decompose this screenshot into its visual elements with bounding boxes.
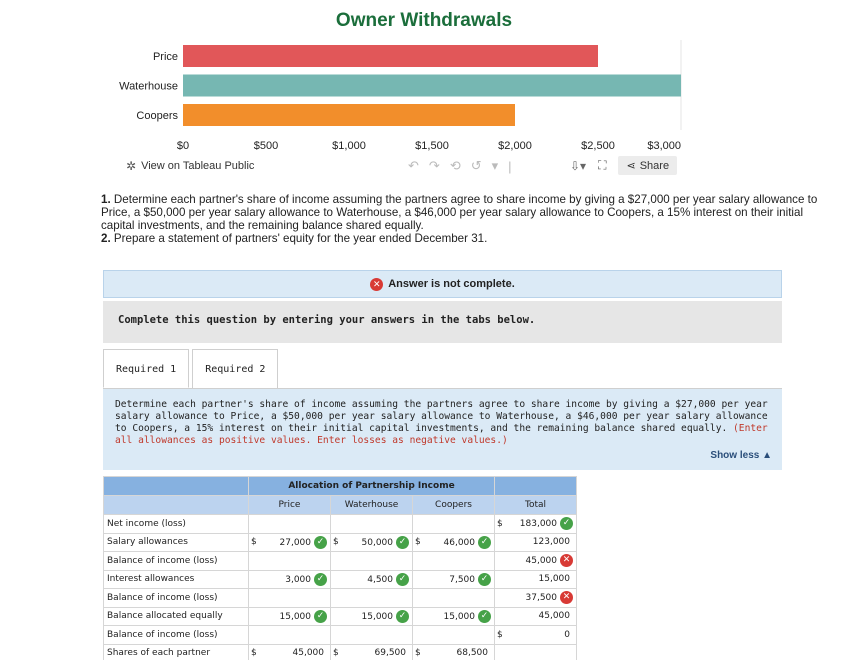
currency-symbol: [331, 626, 343, 645]
x-tick-label: $3,000: [647, 140, 681, 152]
table-header-blank: [104, 477, 249, 496]
allocation-table: [103, 476, 577, 660]
category-label: Price: [152, 51, 178, 63]
column-header-price: Price: [249, 496, 331, 515]
cell-price[interactable]: [261, 607, 331, 626]
cell-price[interactable]: [261, 589, 331, 608]
cell-coopers[interactable]: [425, 626, 495, 645]
tableau-logo-icon: ✲: [126, 159, 137, 173]
correct-check-icon: ✓: [314, 573, 327, 586]
x-tick-label: $2,500: [581, 140, 615, 152]
view-on-tableau-label: View on Tableau Public: [141, 160, 255, 172]
cell-price[interactable]: [261, 533, 331, 552]
bar-coopers[interactable]: [183, 104, 515, 126]
cell-coopers[interactable]: [425, 515, 495, 534]
cell-waterhouse[interactable]: [343, 570, 413, 589]
question-part2-number: 2.: [101, 232, 111, 245]
table-row: [104, 533, 577, 552]
tab-required-2[interactable]: Required 2: [192, 349, 278, 388]
currency-symbol: [331, 607, 343, 626]
currency-symbol: [495, 533, 507, 552]
bar-price[interactable]: [183, 45, 598, 67]
cell-value: 46,000: [443, 537, 475, 548]
cell-value: 0: [564, 629, 570, 640]
share-button[interactable]: [618, 156, 677, 175]
row-label: Balance allocated equally: [104, 607, 249, 626]
cell-value: 4,500: [367, 574, 393, 585]
table-header-blank: [104, 496, 249, 515]
currency-symbol: [331, 570, 343, 589]
currency-symbol: [413, 515, 425, 534]
correct-check-icon: ✓: [314, 610, 327, 623]
cell-total[interactable]: [507, 515, 577, 534]
share-label: Share: [639, 159, 670, 172]
cell-value: 37,500: [525, 593, 557, 604]
incorrect-x-icon: ✕: [560, 591, 573, 604]
table-title-row: [104, 477, 577, 496]
x-tick-label: $500: [253, 140, 279, 152]
cell-waterhouse[interactable]: [343, 533, 413, 552]
currency-symbol: [413, 570, 425, 589]
currency-symbol: [331, 589, 343, 608]
correct-check-icon: ✓: [396, 610, 409, 623]
correct-check-icon: ✓: [396, 573, 409, 586]
x-tick-label: $1,500: [415, 140, 449, 152]
redo-icon[interactable]: ↷: [428, 158, 440, 173]
cell-price[interactable]: [261, 644, 331, 660]
cell-coopers[interactable]: [425, 533, 495, 552]
cell-coopers[interactable]: [425, 589, 495, 608]
cell-value: 7,500: [449, 574, 475, 585]
currency-symbol: $: [249, 644, 261, 660]
currency-symbol: [249, 552, 261, 571]
row-label: Shares of each partner: [104, 644, 249, 660]
cell-value: 68,500: [456, 648, 488, 659]
cell-price[interactable]: [261, 626, 331, 645]
cell-total[interactable]: [507, 607, 577, 626]
bar-waterhouse[interactable]: [183, 75, 681, 97]
currency-symbol: [249, 515, 261, 534]
pause-icon[interactable]: ▾: [491, 158, 499, 173]
table-row: [104, 570, 577, 589]
currency-symbol: $: [413, 644, 425, 660]
cell-waterhouse[interactable]: [343, 644, 413, 660]
currency-symbol: [495, 589, 507, 608]
currency-symbol: [495, 570, 507, 589]
question-part2-text: Prepare a statement of partners' equity for the year ended December 31.: [113, 232, 488, 245]
caret-up-icon: ▲: [762, 450, 772, 461]
currency-symbol: $: [495, 515, 507, 534]
currency-symbol: [331, 515, 343, 534]
currency-symbol: [413, 607, 425, 626]
cell-waterhouse[interactable]: [343, 626, 413, 645]
correct-check-icon: ✓: [478, 573, 491, 586]
x-tick-label: $1,000: [332, 140, 366, 152]
cell-price[interactable]: [261, 570, 331, 589]
cell-waterhouse[interactable]: [343, 515, 413, 534]
cell-total[interactable]: [507, 570, 577, 589]
column-header-coopers: Coopers: [413, 496, 495, 515]
cell-price[interactable]: [261, 515, 331, 534]
table-row: [104, 515, 577, 534]
table-header-blank: [495, 477, 577, 496]
revert-icon[interactable]: ⟲: [449, 158, 461, 173]
complete-prompt-box: [103, 301, 782, 343]
category-label: Waterhouse: [119, 80, 178, 93]
cell-coopers[interactable]: [425, 552, 495, 571]
cell-coopers[interactable]: [425, 607, 495, 626]
table-title: Allocation of Partnership Income: [249, 477, 495, 496]
question-part1-number: 1.: [101, 193, 111, 206]
cell-value: 45,000: [292, 648, 324, 659]
row-label: Interest allowances: [104, 570, 249, 589]
download-icon[interactable]: ⇩▾: [570, 158, 587, 173]
x-tick-label: $0: [176, 140, 190, 152]
correct-check-icon: ✓: [478, 536, 491, 549]
currency-symbol: [495, 607, 507, 626]
answer-status-banner: [103, 270, 782, 298]
instructions-text: Determine each partner's share of income assuming the partners agree to share income by giving a $27,000 per year salary allowance to Price, a $50,000 per year salary allowance to Waterhouse, a $46,000 per year salary allowance to Coopers, a 15% interest on their initial capital investments, and the remaining balance shared equally.: [115, 399, 768, 434]
table-column-header-row: [104, 496, 577, 515]
currency-symbol: [413, 626, 425, 645]
column-header-total: Total: [495, 496, 577, 515]
currency-symbol: $: [331, 644, 343, 660]
cell-value: 183,000: [519, 519, 557, 530]
cell-waterhouse[interactable]: [343, 552, 413, 571]
tableau-history-controls: [408, 158, 512, 174]
show-less-link[interactable]: [710, 450, 772, 462]
error-x-icon: ✕: [370, 278, 383, 291]
tableau-toolbar: [126, 156, 698, 178]
x-tick-label: $2,000: [498, 140, 532, 152]
cell-total[interactable]: [507, 589, 577, 608]
refresh-icon[interactable]: ↺: [470, 158, 482, 173]
toolbar-divider: |: [508, 158, 512, 174]
table-row: [104, 644, 577, 660]
correct-check-icon: ✓: [478, 610, 491, 623]
currency-symbol: $: [495, 626, 507, 645]
row-label: Balance of income (loss): [104, 552, 249, 571]
currency-symbol: [413, 552, 425, 571]
cell-value: 15,000: [279, 611, 311, 622]
share-icon: ⋖: [626, 160, 636, 172]
chart-title: Owner Withdrawals: [335, 10, 513, 31]
cell-value: 45,000: [538, 611, 570, 622]
cell-coopers[interactable]: [425, 644, 495, 660]
cell-total[interactable]: [507, 552, 577, 571]
complete-prompt-text: Complete this question by entering your answers in the tabs below.: [118, 314, 536, 326]
cell-waterhouse[interactable]: [343, 607, 413, 626]
cell-total[interactable]: [507, 626, 577, 645]
answer-status-text: Answer is not complete.: [388, 278, 515, 290]
owner-withdrawals-chart: [0, 34, 848, 156]
table-row: [104, 552, 577, 571]
question-part1-text: Determine each partner's share of income assuming the partners agree to share income by giving a $27,000 per year salary allowance to Price, a $50,000 per year salary allowance to Waterhouse, a $46,000 per year salary allowance to Coopers, a 15% interest on their initial capital investments, and the remaining balance shared equally.: [101, 193, 818, 232]
table-row: [104, 589, 577, 608]
currency-symbol: [413, 589, 425, 608]
currency-symbol: $: [249, 533, 261, 552]
currency-symbol: [495, 552, 507, 571]
question-text: [101, 193, 821, 245]
category-label: Coopers: [136, 110, 178, 122]
currency-symbol: [249, 589, 261, 608]
currency-symbol: [249, 607, 261, 626]
cell-value: 3,000: [285, 574, 311, 585]
cell-total: [507, 644, 577, 660]
tab-required-1[interactable]: Required 1: [103, 349, 189, 388]
currency-symbol: $: [413, 533, 425, 552]
correct-check-icon: ✓: [560, 517, 573, 530]
currency-symbol: [331, 552, 343, 571]
fullscreen-icon[interactable]: ⛶: [598, 158, 607, 172]
cell-value: 15,000: [361, 611, 393, 622]
cell-value: 27,000: [279, 537, 311, 548]
row-label: Balance of income (loss): [104, 589, 249, 608]
currency-symbol: $: [331, 533, 343, 552]
currency-symbol: [249, 626, 261, 645]
cell-price[interactable]: [261, 552, 331, 571]
row-label: Salary allowances: [104, 533, 249, 552]
currency-symbol: [495, 644, 507, 660]
table-row: [104, 626, 577, 645]
table-row: [104, 607, 577, 626]
column-header-waterhouse: Waterhouse: [331, 496, 413, 515]
correct-check-icon: ✓: [314, 536, 327, 549]
cell-value: 123,000: [532, 537, 570, 548]
currency-symbol: [249, 570, 261, 589]
cell-value: 69,500: [374, 648, 406, 659]
required-tabs: [103, 349, 278, 388]
undo-icon[interactable]: ↶: [408, 158, 419, 173]
tableau-share-controls: [570, 156, 677, 175]
cell-total[interactable]: [507, 533, 577, 552]
instructions-note: (Enter all allowances as positive values. Enter losses as negative values.): [115, 423, 768, 446]
cell-coopers[interactable]: [425, 570, 495, 589]
correct-check-icon: ✓: [396, 536, 409, 549]
cell-value: 50,000: [361, 537, 393, 548]
incorrect-x-icon: ✕: [560, 554, 573, 567]
cell-waterhouse[interactable]: [343, 589, 413, 608]
instructions-box: [103, 388, 782, 470]
cell-value: 15,000: [443, 611, 475, 622]
show-less-label: Show less: [710, 450, 760, 461]
view-on-tableau-link[interactable]: [126, 159, 254, 173]
row-label: Net income (loss): [104, 515, 249, 534]
cell-value: 45,000: [525, 556, 557, 567]
cell-value: 15,000: [538, 574, 570, 585]
row-label: Balance of income (loss): [104, 626, 249, 645]
